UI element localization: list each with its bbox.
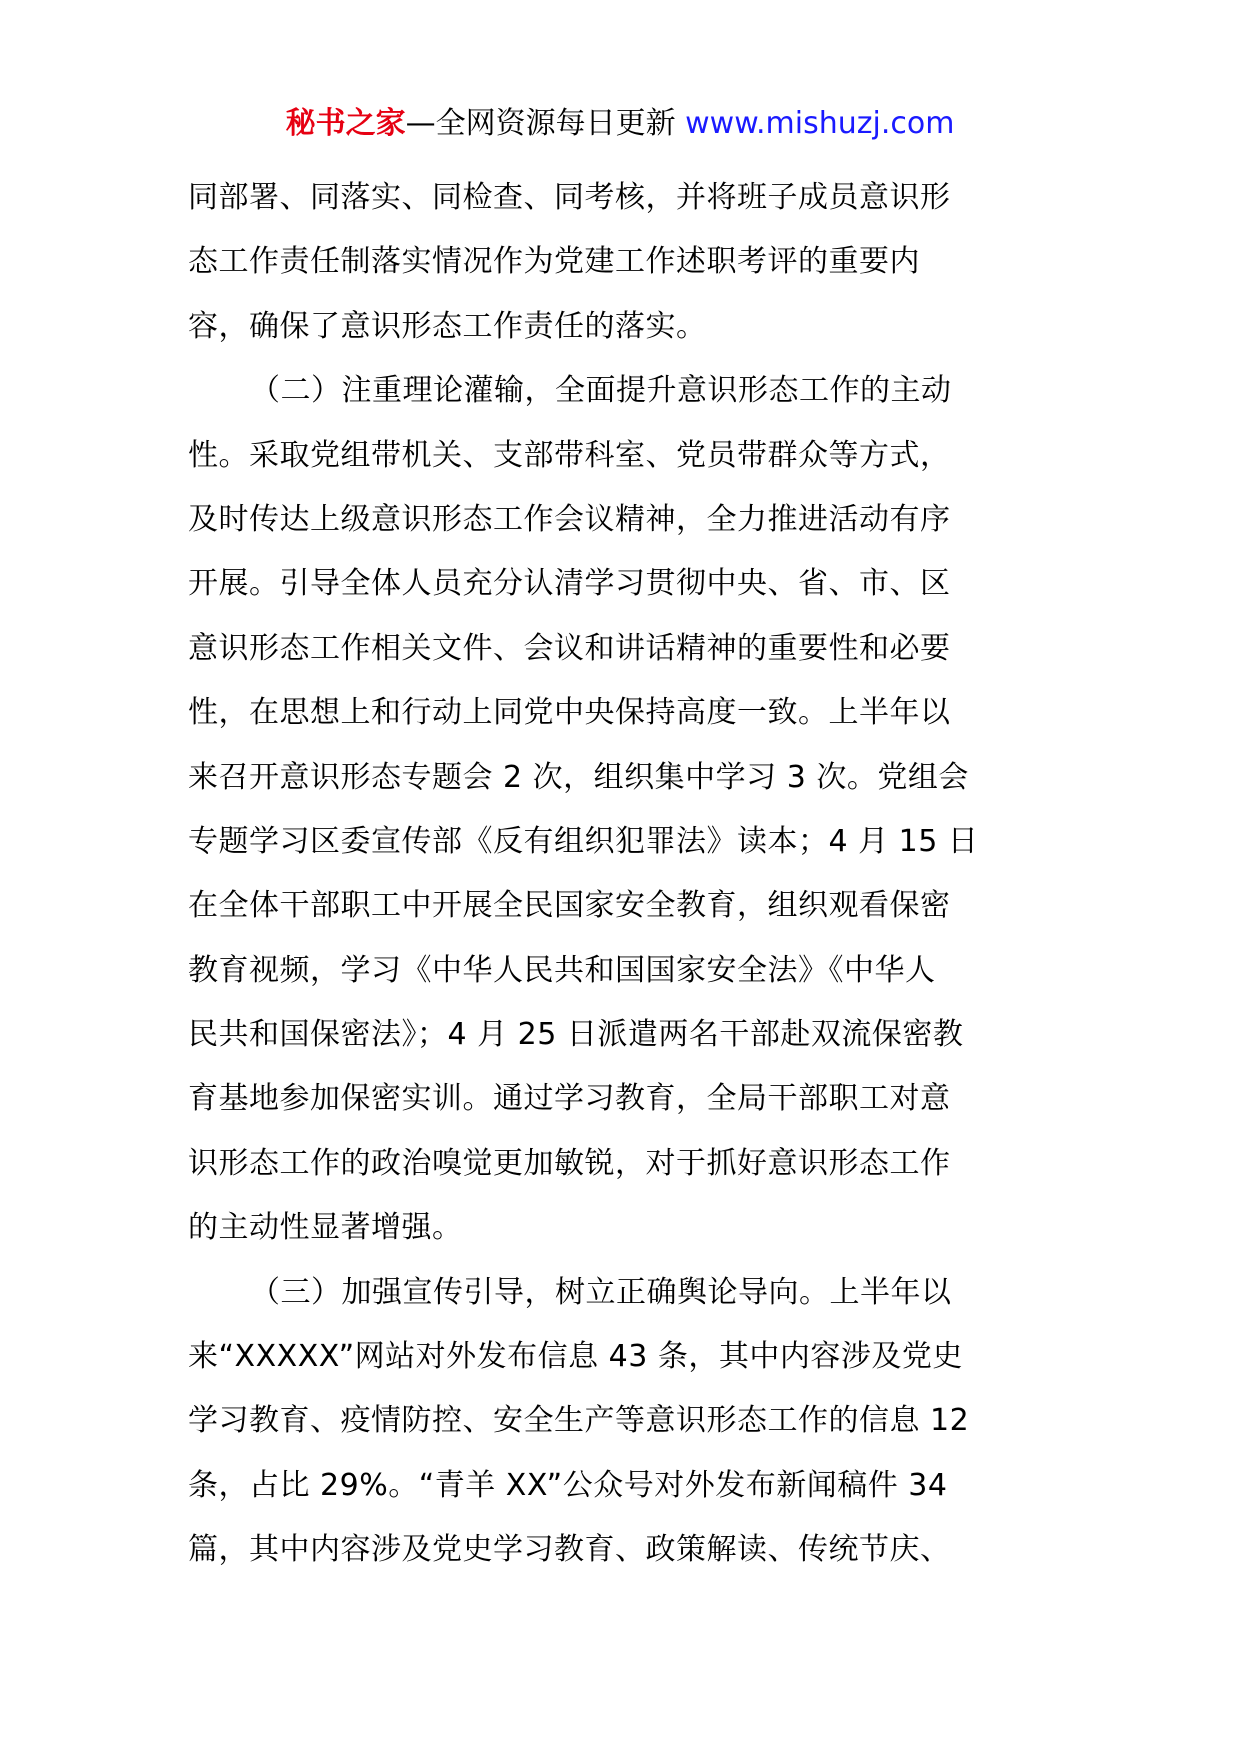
text-line: 识形态工作的政治嗅觉更加敏锐，对于抓好意识形态工作 bbox=[188, 1145, 951, 1181]
text-line: 条，占比 29%。“青羊 XX”公众号对外发布新闻稿件 34 bbox=[188, 1467, 948, 1503]
text-line: 容，确保了意识形态工作责任的落实。 bbox=[188, 308, 707, 344]
text-line: 开展。引导全体人员充分认清学习贯彻中央、省、市、区 bbox=[188, 566, 951, 602]
header-tagline: —全网资源每日更新 bbox=[405, 106, 676, 141]
text-line: 态工作责任制落实情况作为党建工作述职考评的重要内 bbox=[188, 244, 920, 280]
text-line: 性，在思想上和行动上同党中央保持高度一致。上半年以 bbox=[188, 695, 951, 731]
site-url-link[interactable]: www.mishuzj.com bbox=[685, 106, 955, 141]
text-line: 及时传达上级意识形态工作会议精神，全力推进活动有序 bbox=[188, 501, 951, 537]
text-line: 的主动性显著增强。 bbox=[188, 1210, 463, 1246]
text-line: 学习教育、疫情防控、安全生产等意识形态工作的信息 12 bbox=[188, 1403, 970, 1439]
text-line: 教育视频，学习《中华人民共和国国家安全法》《中华人 bbox=[188, 952, 936, 988]
document-body bbox=[188, 166, 1058, 1583]
page-header bbox=[0, 103, 1240, 145]
text-line: 育基地参加保密实训。通过学习教育，全局干部职工对意 bbox=[188, 1081, 951, 1117]
text-line: 意识形态工作相关文件、会议和讲话精神的重要性和必要 bbox=[188, 630, 951, 666]
text-line: 来“XXXXX”网站对外发布信息 43 条，其中内容涉及党史 bbox=[188, 1339, 963, 1375]
text-line: 民共和国保密法》；4 月 25 日派遣两名干部赴双流保密教 bbox=[188, 1017, 964, 1053]
text-line: （三）加强宣传引导，树立正确舆论导向。上半年以 bbox=[250, 1274, 952, 1310]
text-line: （二）注重理论灌输，全面提升意识形态工作的主动 bbox=[250, 373, 952, 409]
text-line: 来召开意识形态专题会 2 次，组织集中学习 3 次。党组会 bbox=[188, 759, 969, 795]
text-line: 专题学习区委宣传部《反有组织犯罪法》读本；4 月 15 日 bbox=[188, 823, 979, 859]
text-line: 在全体干部职工中开展全民国家安全教育，组织观看保密 bbox=[188, 888, 951, 924]
brand-name: 秘书之家 bbox=[285, 106, 406, 141]
text-line: 篇，其中内容涉及党史学习教育、政策解读、传统节庆、 bbox=[188, 1532, 951, 1568]
text-line: 性。采取党组带机关、支部带科室、党员带群众等方式， bbox=[188, 437, 951, 473]
text-line: 同部署、同落实、同检查、同考核，并将班子成员意识形 bbox=[188, 180, 951, 215]
